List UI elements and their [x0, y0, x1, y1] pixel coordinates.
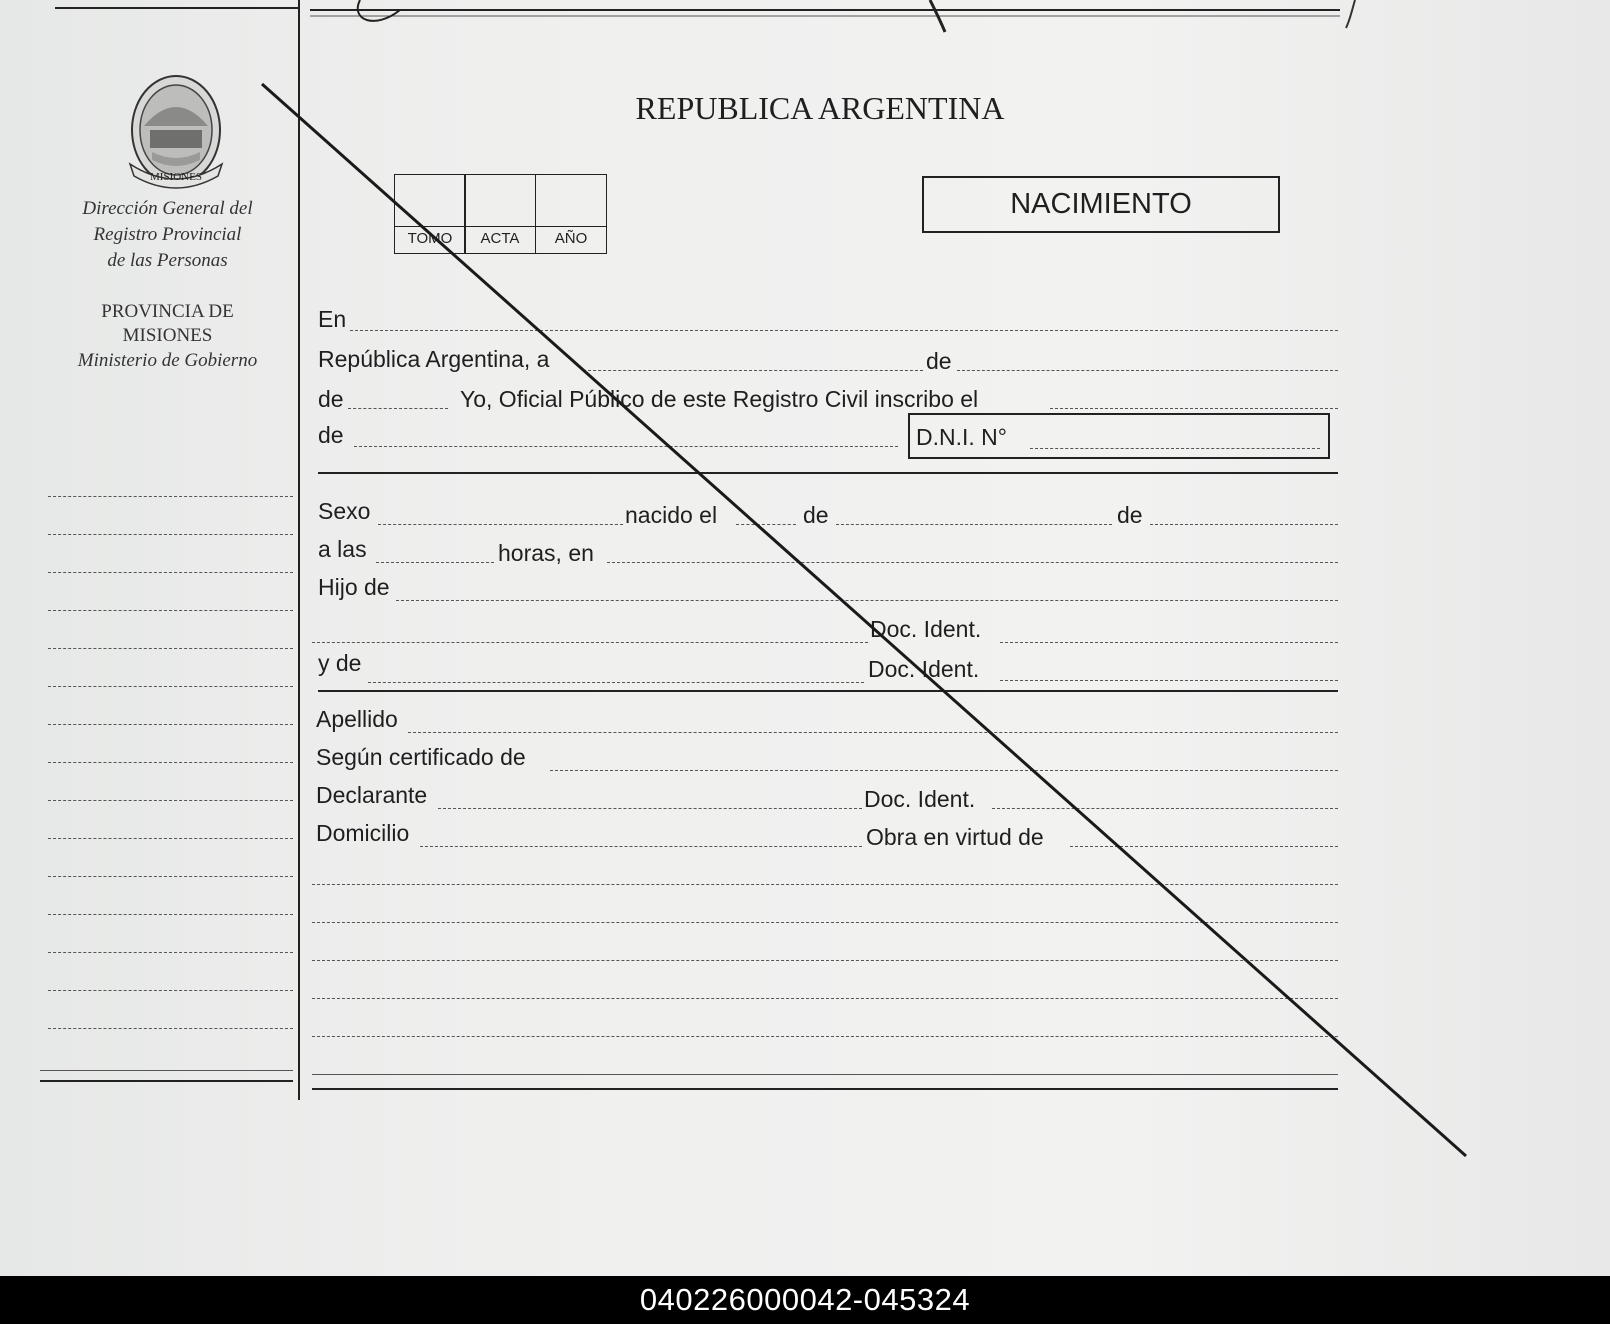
acta-label: ACTA [480, 230, 520, 247]
label-segun-certificado: Según certificado de [316, 744, 526, 770]
label-doc-ident-1: Doc. Ident. [870, 616, 982, 642]
svg-text:MISIONES: MISIONES [150, 171, 202, 183]
label-de-5: de [1117, 502, 1143, 528]
anio-label: AÑO [554, 230, 588, 247]
label-yo-oficial: Yo, Oficial Público de este Registro Civil inscribo el [460, 386, 979, 412]
agency-line-3: de las Personas [107, 250, 228, 271]
label-de-2: de [318, 386, 344, 412]
ministry-name: Ministerio de Gobierno [77, 350, 258, 371]
document-code: 040226000042-045324 [639, 1282, 971, 1317]
agency-line-1: Dirección General del [82, 198, 253, 219]
label-y-de: y de [318, 650, 362, 676]
label-nacido-el: nacido el [625, 502, 718, 528]
label-en: En [318, 306, 347, 332]
tomo-label: TOMO [407, 230, 453, 247]
label-republica: República Argentina, a [318, 346, 550, 372]
label-sexo: Sexo [318, 498, 371, 524]
label-domicilio: Domicilio [316, 820, 410, 846]
label-de-3: de [318, 422, 344, 448]
label-declarante: Declarante [316, 782, 428, 808]
page-title: REPUBLICA ARGENTINA [635, 90, 1005, 126]
label-doc-ident-3: Doc. Ident. [864, 786, 976, 812]
label-de-4: de [803, 502, 829, 528]
label-apellido: Apellido [316, 706, 398, 732]
label-de-1: de [926, 348, 952, 374]
label-dni: D.N.I. N° [916, 424, 1007, 450]
label-horas-en: horas, en [498, 540, 594, 566]
label-doc-ident-2: Doc. Ident. [868, 656, 980, 682]
record-type-box: NACIMIENTO [922, 176, 1280, 233]
label-obra-en-virtud: Obra en virtud de [866, 824, 1044, 850]
label-a-las: a las [318, 536, 367, 562]
province-line-1: PROVINCIA DE [101, 301, 234, 322]
label-hijo-de: Hijo de [318, 574, 390, 600]
agency-line-2: Registro Provincial [93, 224, 242, 245]
province-line-2: MISIONES [122, 325, 213, 346]
